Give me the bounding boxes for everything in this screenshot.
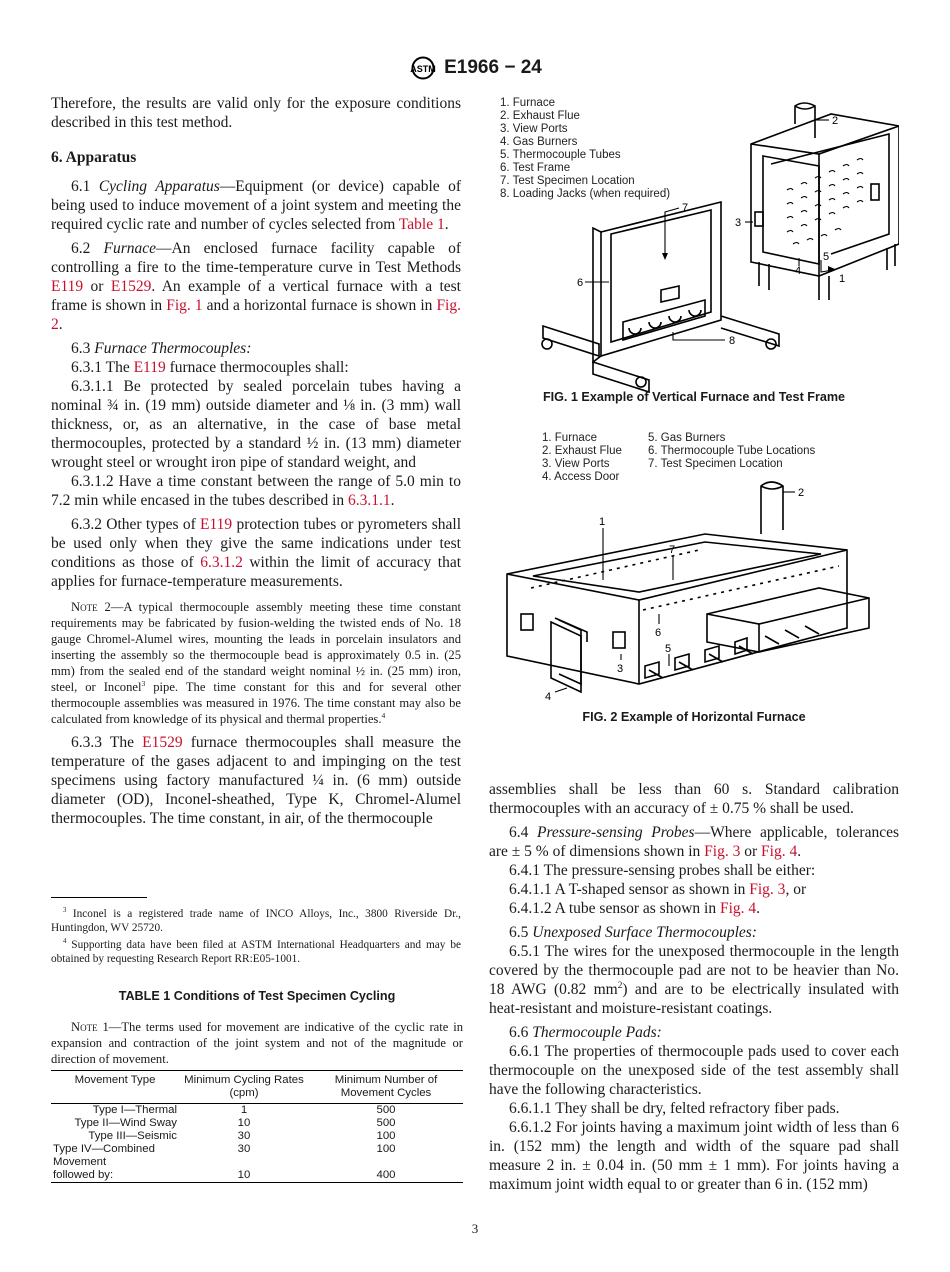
callout-1: 1 (599, 516, 606, 528)
page-number: 3 (471, 1221, 479, 1236)
link-6-3-1-1[interactable]: 6.3.1.1 (348, 492, 391, 509)
figure-1-caption: FIG. 1 Example of Vertical Furnace and Test Frame (542, 390, 846, 404)
table-row: Type III—Seismic 30 100 (88, 1130, 396, 1142)
table-1 (51, 1070, 463, 1183)
table-header: Minimum Number of Movement Cycles (334, 1074, 438, 1099)
figure-2-legend-right: 5. Gas Burners 6. Thermocouple Tube Locations 7. Test Specimen Location (648, 432, 816, 470)
footnote-rule (51, 897, 147, 898)
table-row: Type IV—Combined Movement 30 100 (53, 1143, 396, 1168)
para-6-3-1-1: 6.3.1.1 Be protected by sealed porcelain tubes having a nominal ¾ in. (19 mm) outside diameter and ⅛ in. (3 mm) wall thickness, or, as an alternative, in the case of base metal thermocouples, protected by a standard ½ in. (13 mm) diameter wrought steel or wrought iron pipe of standard weight, and (51, 378, 461, 471)
figure-2-caption: FIG. 2 Example of Horizontal Furnace (582, 710, 806, 724)
callout-5: 5 (823, 251, 830, 263)
section-heading: 6. Apparatus (51, 149, 137, 166)
para-6-4: 6.4 Pressure-sensing Probes—Where applicable, tolerances are ± 5 % of dimensions shown in Fig. 3 or Fig. 4. (489, 824, 900, 860)
footnote-3: $^3$ Inconel is a registered trade name of INCO Alloys, Inc., 3800 Riverside Dr., Huntingdon, WV 25720. (51, 907, 461, 934)
standard-designation: E1966 − 24 (444, 57, 542, 78)
para-6-3-2: 6.3.2 Other types of E119 protection tubes or pyrometers shall be used only when they give the same indications under test conditions as those of 6.3.1.2 within the limit of accuracy that applies for furnace-temperature measurements. (51, 516, 462, 590)
para-6-4-1-1: 6.4.1.1 A T-shaped sensor as shown in Fig. 3, or (509, 881, 807, 898)
callout-6: 6 (577, 277, 584, 289)
horizontal-furnace-drawing (489, 430, 899, 710)
para-6-3: 6.3 Furnace Thermocouples: (71, 340, 252, 357)
callout-7: 7 (682, 202, 689, 214)
svg-text:ASTM: ASTM (410, 64, 436, 74)
link-e1529[interactable]: E1529 (110, 278, 152, 295)
figure-1-legend: 1. Furnace 2. Exhaust Flue 3. View Ports 4. Gas Burners 5. Thermocouple Tubes 6. Test Frame 7. Test Specimen Location 8. Loading Jacks (when required) (500, 97, 671, 200)
link-fig-1[interactable]: Fig. 1 (166, 297, 203, 314)
para-6-5-1: 6.5.1 The wires for the unexposed thermocouple in the length covered by the thermocouple pad are not to be heavier than No. 18 AWG (0.82 $mm^2$) and are to be electrically insulated with heat-resistant and moisture-resistant coatings. (489, 943, 899, 1017)
para-6-4-1: 6.4.1 The pressure-sensing probes shall be either: (509, 862, 816, 879)
callout-7: 7 (669, 544, 676, 556)
left-column (51, 94, 461, 833)
para-6-1: 6.1 Cycling Apparatus—Equipment (or device) capable of being used to induce movement of a joint system and meeting the required cyclic rate and number of cycles selected from Table 1. (51, 178, 462, 233)
callout-3: 3 (735, 217, 742, 229)
para-6-6-1-2: 6.6.1.2 For joints having a maximum joint width of less than 6 in. (152 mm) the length and width of the square pad shall measure 2 in. ± 0.04 in. (50 mm ± 1 mm). For joints having a maximum joint width equal to or greater than 6 in. (152 mm) (489, 1119, 899, 1193)
para-6-3-1: 6.3.1 The E119 furnace thermocouples shall: (71, 359, 349, 376)
callout-3: 3 (617, 663, 624, 675)
para-6-6: 6.6 Thermocouple Pads: (509, 1024, 662, 1041)
para-6-3-3: 6.3.3 The E1529 furnace thermocouples shall measure the temperature of the gases adjacent to and impinging on the test specimens using factory manufactured ¼ in. (6 mm) outside diameter (OD), Inconel-sheathed, Type K, Chromel-Alumel thermocouples. The time constant, in air, of the thermocouple (51, 734, 461, 827)
callout-8: 8 (729, 335, 736, 347)
link-e1529[interactable]: E1529 (142, 734, 183, 751)
vertical-furnace-drawing (489, 94, 899, 394)
callout-2: 2 (798, 487, 805, 499)
para-6-6-1: 6.6.1 The properties of thermocouple pads used to cover each thermocouple on the unexposed side of the test assembly shall have the following characteristics. (489, 1043, 899, 1098)
footnotes (51, 907, 461, 969)
link-fig-4[interactable]: Fig. 4 (719, 900, 757, 917)
callout-4: 4 (545, 691, 552, 703)
table-header: Minimum Cycling Rates (cpm) (184, 1074, 304, 1099)
continued-paragraph: assemblies shall be less than 60 s. Standard calibration thermocouples with an accuracy of ± 0.75 % shall be used. (489, 781, 899, 817)
figure-2 (489, 430, 899, 710)
callout-1: 1 (839, 273, 846, 285)
link-table-1[interactable]: Table 1 (398, 216, 445, 233)
callout-5: 5 (665, 643, 672, 655)
table-1-note: Note 1—The terms used for movement are indicative of the cyclic rate in expansion and contraction of the joint system and not of the magnitude or direction of movement. (51, 1020, 463, 1066)
table-row: Type II—Wind Sway 10 500 (74, 1117, 396, 1129)
link-fig-4[interactable]: Fig. 4 (761, 843, 798, 860)
right-column (489, 780, 899, 1194)
page-header (0, 56, 950, 80)
figure-2-legend-left: 1. Furnace 2. Exhaust Flue 3. View Ports 4. Access Door (542, 432, 622, 483)
table-row: followed by: 10 400 (51, 1169, 463, 1183)
para-6-4-1-2: 6.4.1.2 A tube sensor as shown in Fig. 4. (509, 900, 761, 917)
footnote-4: $^4$ Supporting data have been filed at ASTM International Headquarters and may be obtained by requesting Research Report RR:E05-1001. (51, 938, 461, 965)
table-1-caption: TABLE 1 Conditions of Test Specimen Cycling (118, 989, 396, 1003)
table-header: Movement Type (74, 1074, 156, 1086)
link-fig-3[interactable]: Fig. 3 (749, 881, 786, 898)
callout-2: 2 (832, 115, 839, 127)
para-6-5: 6.5 Unexposed Surface Thermocouples: (509, 924, 757, 941)
note-2: Note 2—A typical thermocouple assembly meeting these time constant requirements may be fabricated by fusion-welding the twisted ends of No. 18 gauge Chromel-Alumel wires, mounting the leads in porcelain insulators and inserting the assembly so the thermocouple bead is approximately 0.5 in. (25 mm) from the sealed end of the standard weight nominal ½ in. (25 mm) iron, steel, or Inconel$^3$ pipe. The time constant for this and for several other thermocouple assemblies was measured in 1976. The time constant may also be calculated from knowledge of its physical and thermal properties.$^4$ (51, 600, 461, 726)
intro-paragraph: Therefore, the results are valid only for the exposure conditions described in this test method. (51, 95, 461, 131)
astm-logo (408, 56, 438, 80)
link-e119[interactable]: E119 (200, 516, 233, 533)
para-6-6-1-1: 6.6.1.1 They shall be dry, felted refractory fiber pads. (509, 1100, 840, 1117)
para-6-2: 6.2 Furnace—An enclosed furnace facility capable of controlling a fire to the time-temperature curve in Test Methods E119 or E1529. An example of a vertical furnace with a test frame is shown in Fig. 1 and a horizontal furnace is shown in Fig. 2. (51, 240, 461, 333)
link-e119[interactable]: E119 (133, 359, 166, 376)
link-fig-3[interactable]: Fig. 3 (704, 843, 741, 860)
figure-1 (489, 94, 899, 394)
para-6-3-1-2: 6.3.1.2 Have a time constant between the range of 5.0 min to 7.2 min while encased in the tubes described in 6.3.1.1. (51, 473, 461, 509)
callout-6: 6 (655, 627, 662, 639)
callout-4: 4 (795, 265, 802, 277)
link-e119[interactable]: E119 (51, 278, 84, 295)
link-fig-2[interactable]: Fig. 2 (51, 297, 461, 333)
table-row: Type I—Thermal 1 500 (92, 1104, 396, 1116)
table-1-block (51, 989, 463, 1183)
link-6-3-1-2[interactable]: 6.3.1.2 (200, 554, 243, 571)
